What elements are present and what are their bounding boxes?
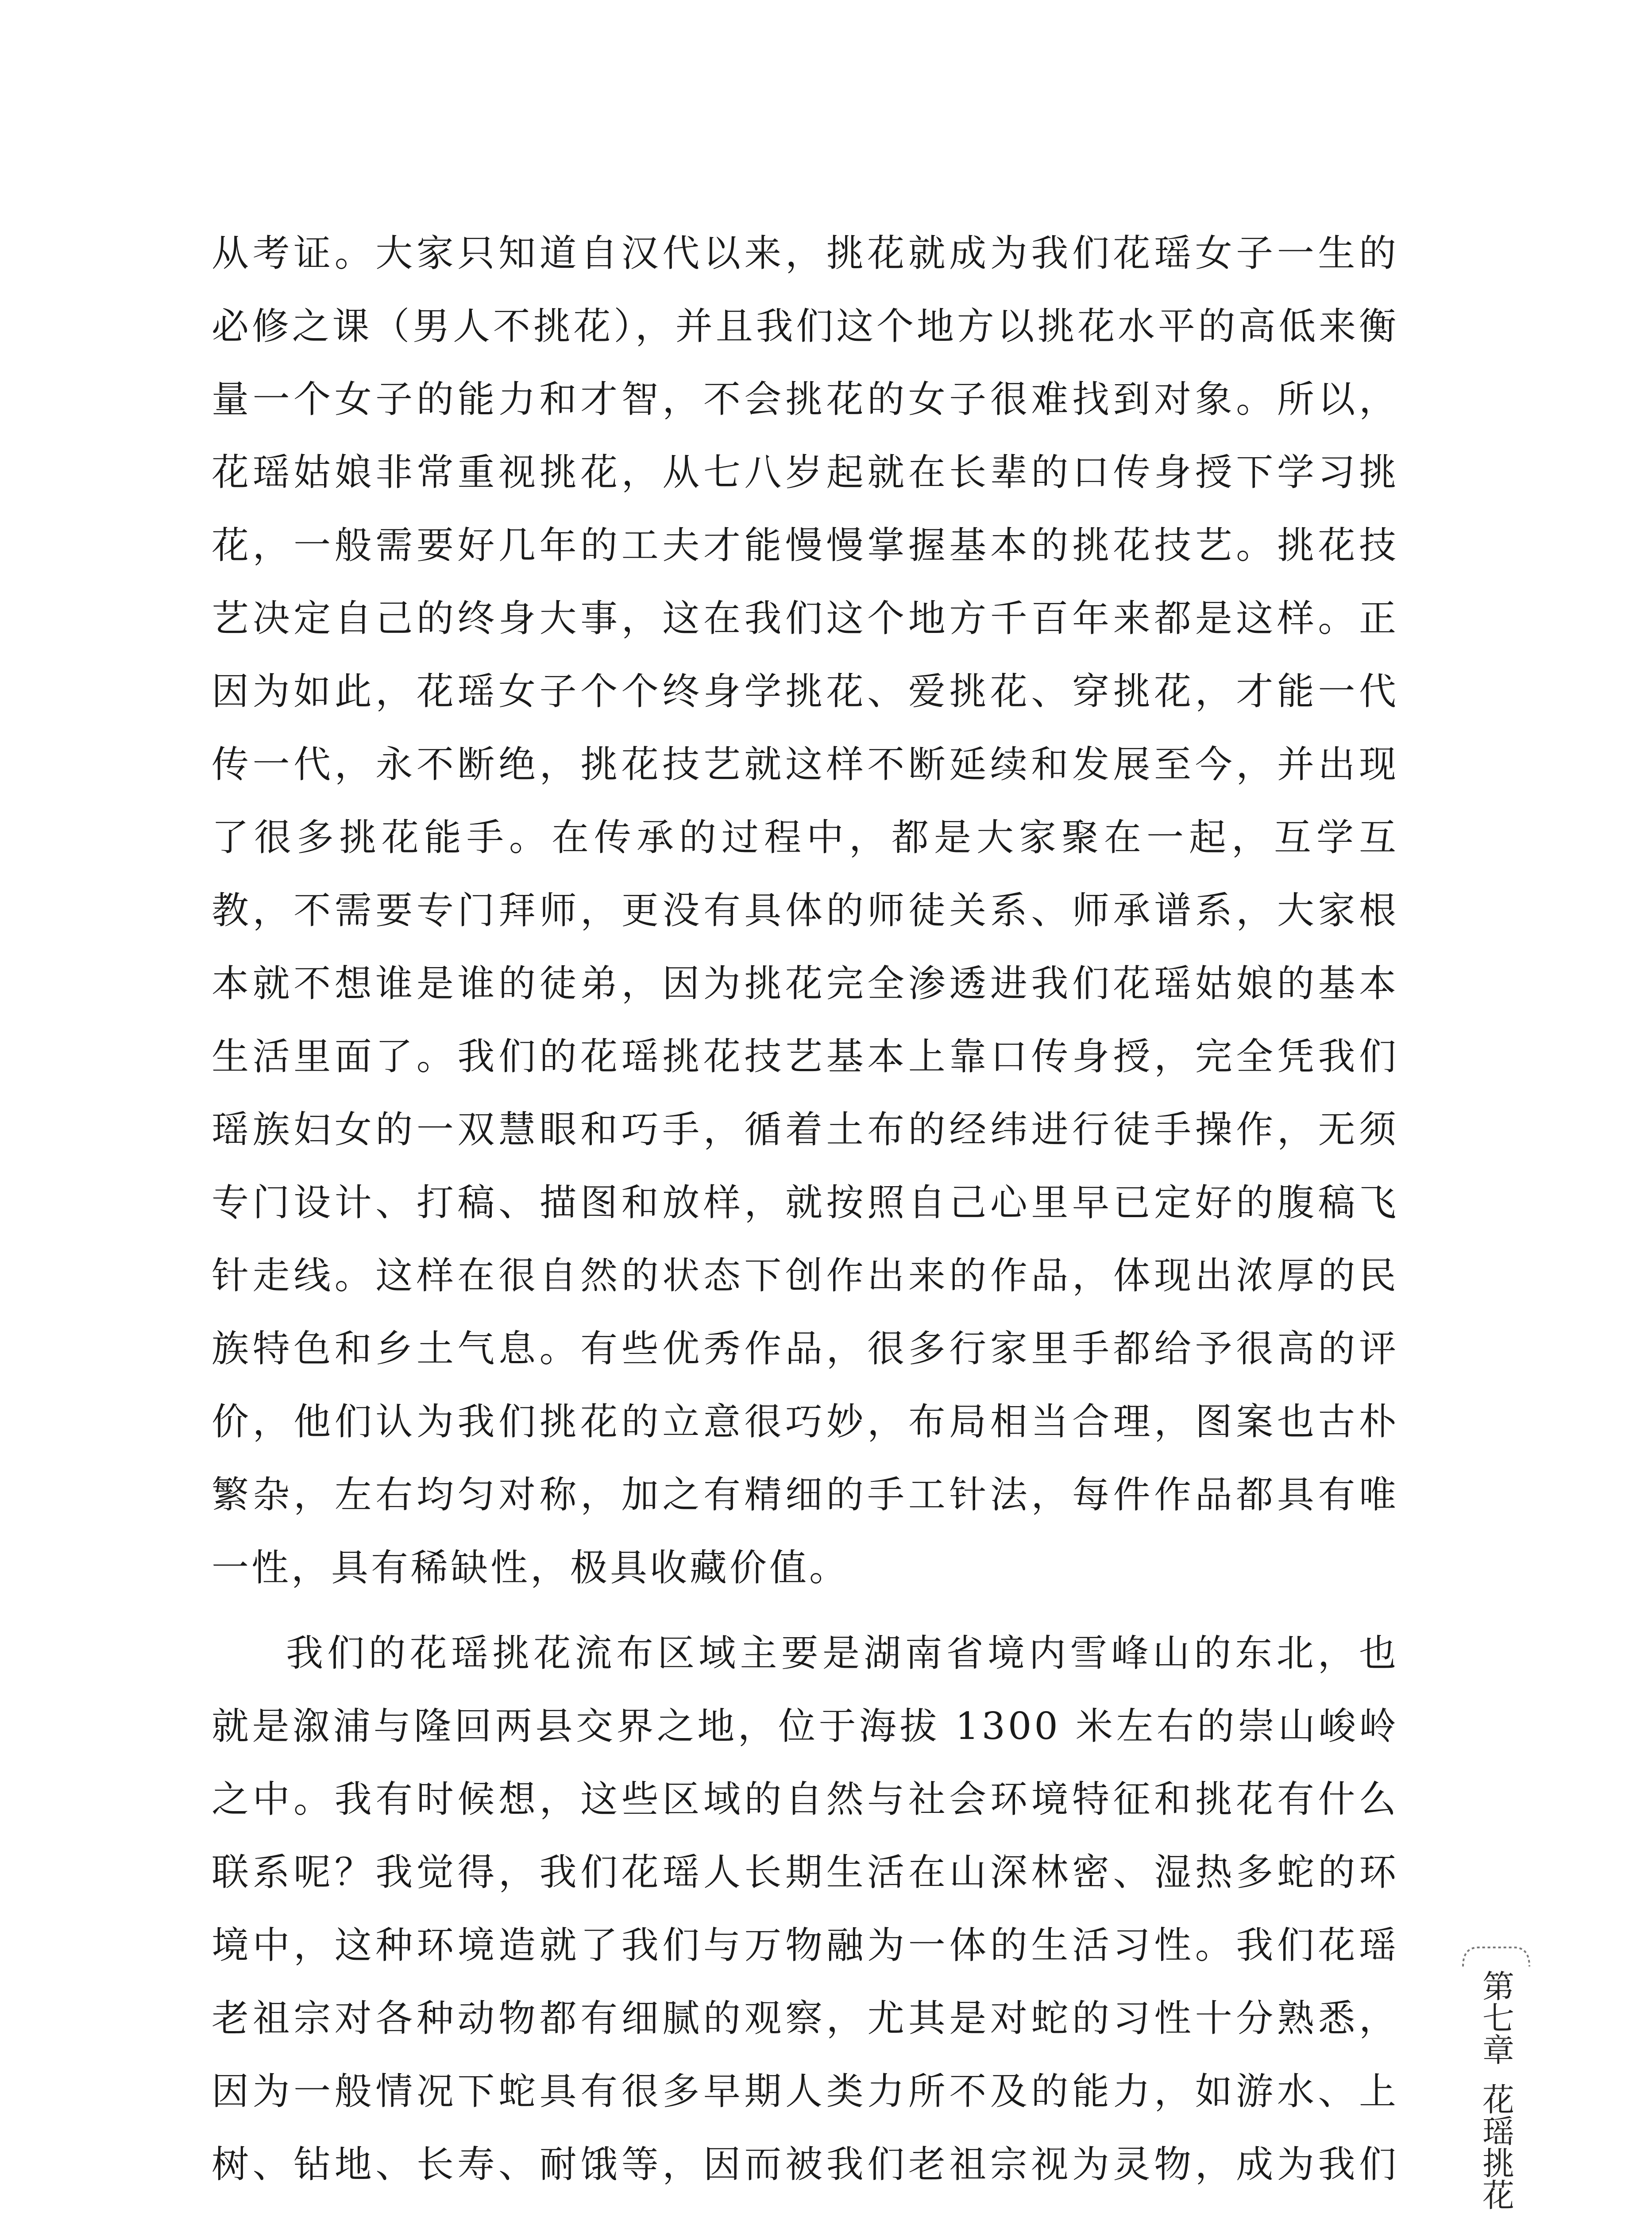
bracket-top-icon xyxy=(1461,1945,1532,1967)
chapter-side-tab xyxy=(1461,1945,1532,2213)
paragraph: 我们的花瑶挑花流布区域主要是湖南省境内雪峰山的东北，也就是溆浦与隆回两县交界之地，位于海拔 1300 米左右的崇山峻岭之中。我有时候想，这些区域的自然与社会环境特征和挑花有什么联系呢？我觉得，我们花瑶人长期生活在山深林密、湿热多蛇的环境中，这种环境造就了我们与万物融为一体的生活习性。我们花瑶老祖宗对各种动物都有细腻的观察，尤其是对蛇的习性十分熟悉，因为一般情况下蛇具有很多早期人类力所不及的能力，如游水、上树、钻地、长寿、耐饿等，因而被我们老祖宗视为灵物，成为我们 xyxy=(212,1631,1399,2186)
side-tab-text xyxy=(1478,1970,1514,2210)
paragraph-continued: 从考证。大家只知道自汉代以来，挑花就成为我们花瑶女子一生的必修之课（男人不挑花），并且我们这个地方以挑花水平的高低来衡量一个女子的能力和才智，不会挑花的女子很难找到对象。所以，花瑶姑娘非常重视挑花，从七八岁起就在长辈的口传身授下学习挑花，一般需要好几年的工夫才能慢慢掌握基本的挑花技艺。挑花技艺决定自己的终身大事，这在我们这个地方千百年来都是这样。正因为如此，花瑶女子个个终身学挑花、爱挑花、穿挑花，才能一代传一代，永不断绝，挑花技艺就这样不断延续和发展至今，并出现了很多挑花能手。在传承的过程中，都是大家聚在一起，互学互教，不需要专门拜师，更没有具体的师徒关系、师承谱系，大家根本就不想谁是谁的徒弟，因为挑花完全渗透进我们花瑶姑娘的基本生活里面了。我们的花瑶挑花技艺基本上靠口传身授，完全凭我们瑶族妇女的一双慧眼和巧手，循着土布的经纬进行徒手操作，无须专门设计、打稿、描图和放样，就按照自己心里早已定好的腹稿飞针走线。这样在很自然的状态下创作出来的作品，体现出浓厚的民族特色和乡土气息。有些优秀作品，很多行家里手都给予很高的评价，他们认为我们挑花的立意很巧妙，布局相当合理，图案也古朴繁杂，左右均匀对称，加之有精细的手工针法，每件作品都具有唯一性，具有稀缺性，极具收藏价值。 xyxy=(212,231,1399,1589)
page-body xyxy=(212,217,1399,2213)
chapter-label: 第七章 xyxy=(1477,1970,1514,2065)
chapter-title: 花瑶挑花 xyxy=(1477,2083,1514,2210)
